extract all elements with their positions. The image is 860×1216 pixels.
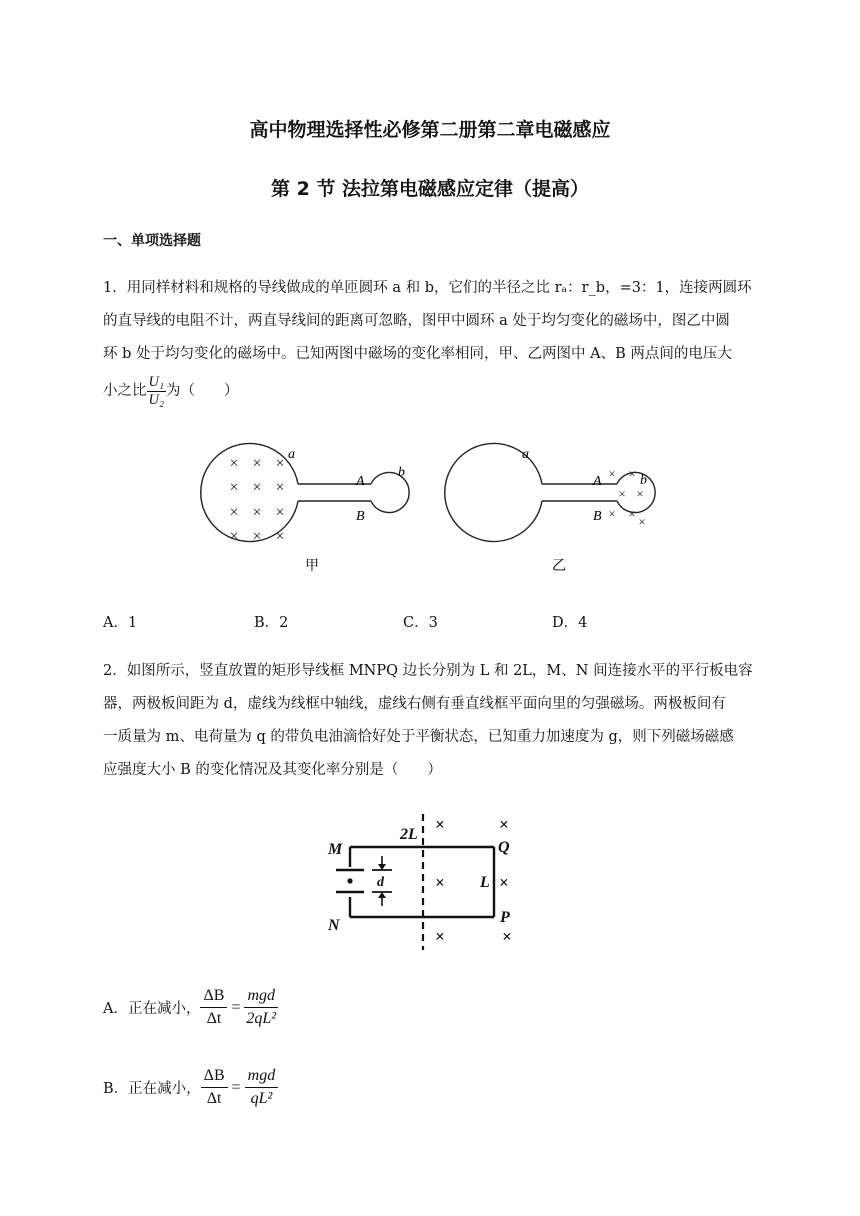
svg-text:×: × <box>275 504 285 521</box>
svg-text:×: × <box>252 455 262 472</box>
svg-text:×: × <box>229 504 239 521</box>
q2-b-rhs-num: mgd <box>245 1065 279 1088</box>
svg-text:×: × <box>275 455 285 472</box>
svg-text:×: × <box>229 479 239 496</box>
fig-label-2L: 2L <box>400 826 418 843</box>
svg-text:×: × <box>252 528 262 545</box>
q1-line-3: 环 b 处于均匀变化的磁场中。已知两图中磁场的变化率相同，甲、乙两图中 A、B 两点间的电压大 <box>103 346 732 362</box>
q1-line-4-pre: 小之比 <box>103 383 147 399</box>
svg-text:×: × <box>608 466 616 481</box>
svg-text:×: × <box>502 927 512 946</box>
svg-text:×: × <box>275 528 285 545</box>
fig-left-caption: 甲 <box>305 559 319 574</box>
q2-b-lhs-den: Δt <box>206 1090 222 1107</box>
q1-figure <box>200 440 670 585</box>
svg-text:×: × <box>638 514 646 529</box>
fig-left-label-A: A <box>356 474 365 489</box>
q1-option-a[interactable]: A．1 <box>103 615 138 631</box>
fig-right-label-B: B <box>593 509 602 524</box>
q1-ratio-fraction <box>147 374 167 409</box>
fig-left-label-B: B <box>356 509 365 524</box>
q1-text <box>103 272 758 411</box>
fig-right-label-b: b <box>640 473 647 488</box>
q1-line-4 <box>103 371 758 411</box>
fig-label-M: M <box>328 841 343 858</box>
q1-frac-den: U₂ <box>148 391 165 408</box>
fig-label-L: L <box>480 874 490 891</box>
fig-left-label-b: b <box>398 465 405 480</box>
q2-line-2: 器，两极板间距为 d，虚线为线框中轴线，虚线右侧有垂直线框平面向里的匀强磁场。两极板间有 <box>103 696 726 712</box>
q1-option-d[interactable]: D．4 <box>552 615 588 631</box>
q2-option-b-text: B．正在减小， <box>103 1081 201 1097</box>
fig-label-N: N <box>328 917 340 934</box>
section-heading: 一、单项选择题 <box>103 233 201 249</box>
svg-text:×: × <box>608 506 616 521</box>
doc-subtitle: 第 2 节 法拉第电磁感应定律（提高） <box>270 178 590 200</box>
q2-line-1: 2．如图所示，竖直放置的矩形导线框 MNPQ 边长分别为 L 和 2L，M、N 间连接水平的平行板电容 <box>103 663 753 679</box>
q2-option-b[interactable] <box>103 1065 278 1110</box>
svg-text:×: × <box>628 506 636 521</box>
q1-frac-num: U₁ <box>148 373 165 390</box>
fig-left-label-a: a <box>288 447 295 462</box>
q2-option-a-equation: $\frac{\Delta B}{\Delta t}$ = mgd 2qL² <box>200 985 278 1030</box>
q1-option-b[interactable]: B．2 <box>254 615 289 631</box>
q1-line-4-post: 为（ ） <box>166 383 239 399</box>
fig-left-x-marks <box>229 455 284 545</box>
q2-option-a[interactable] <box>103 985 278 1030</box>
q1-line-2: 的直导线的电阻不计，两直导线间的距离可忽略，图甲中圆环 a 处于均匀变化的磁场中，图乙中圆 <box>103 313 730 329</box>
q2-line-4: 应强度大小 B 的变化情况及其变化率分别是（ ） <box>103 762 442 778</box>
q2-a-lhs-den: Δt <box>206 1010 222 1027</box>
svg-text:×: × <box>252 504 262 521</box>
doc-title: 高中物理选择性必修第二册第二章电磁感应 <box>249 119 611 141</box>
svg-text:×: × <box>435 815 445 834</box>
q2-option-a-text: A．正在减小， <box>103 1001 201 1017</box>
q2-option-b-equation: $\frac{\Delta B}{\Delta t}$ = mgd qL² <box>201 1065 279 1110</box>
q2-figure <box>322 812 527 952</box>
fig-right-caption: 乙 <box>552 559 566 574</box>
svg-text:×: × <box>628 466 636 481</box>
q2-a-rhs-den: 2qL² <box>246 1010 277 1027</box>
svg-text:×: × <box>636 486 644 501</box>
q2-a-rhs-num: mgd <box>244 985 278 1008</box>
fig-right-label-a: a <box>522 447 529 462</box>
svg-text:×: × <box>275 479 285 496</box>
fig-label-Q: Q <box>498 839 510 856</box>
q1-option-c[interactable]: C．3 <box>403 615 438 631</box>
q2-a-lhs-num: ΔB <box>200 985 227 1008</box>
q2-b-rhs-den: qL² <box>250 1090 273 1107</box>
fig-right-label-A: A <box>593 474 602 489</box>
q2-text <box>103 655 758 787</box>
q1-line-1: 1．用同样材料和规格的导线做成的单匝圆环 a 和 b，它们的半径之比 rₐ：r_b，=3：1，连接两圆环 <box>103 280 752 296</box>
svg-text:×: × <box>435 873 445 892</box>
svg-text:×: × <box>499 815 509 834</box>
svg-text:×: × <box>252 479 262 496</box>
svg-text:×: × <box>618 486 626 501</box>
q2-line-3: 一质量为 m、电荷量为 q 的带负电油滴恰好处于平衡状态，已知重力加速度为 g，则下列磁场磁感 <box>103 729 734 745</box>
svg-text:×: × <box>435 927 445 946</box>
q2-b-lhs-num: ΔB <box>201 1065 228 1088</box>
svg-text:×: × <box>229 528 239 545</box>
fig-label-P: P <box>500 909 510 926</box>
fig-label-d: d <box>377 875 384 890</box>
svg-text:×: × <box>499 873 509 892</box>
svg-text:×: × <box>229 455 239 472</box>
